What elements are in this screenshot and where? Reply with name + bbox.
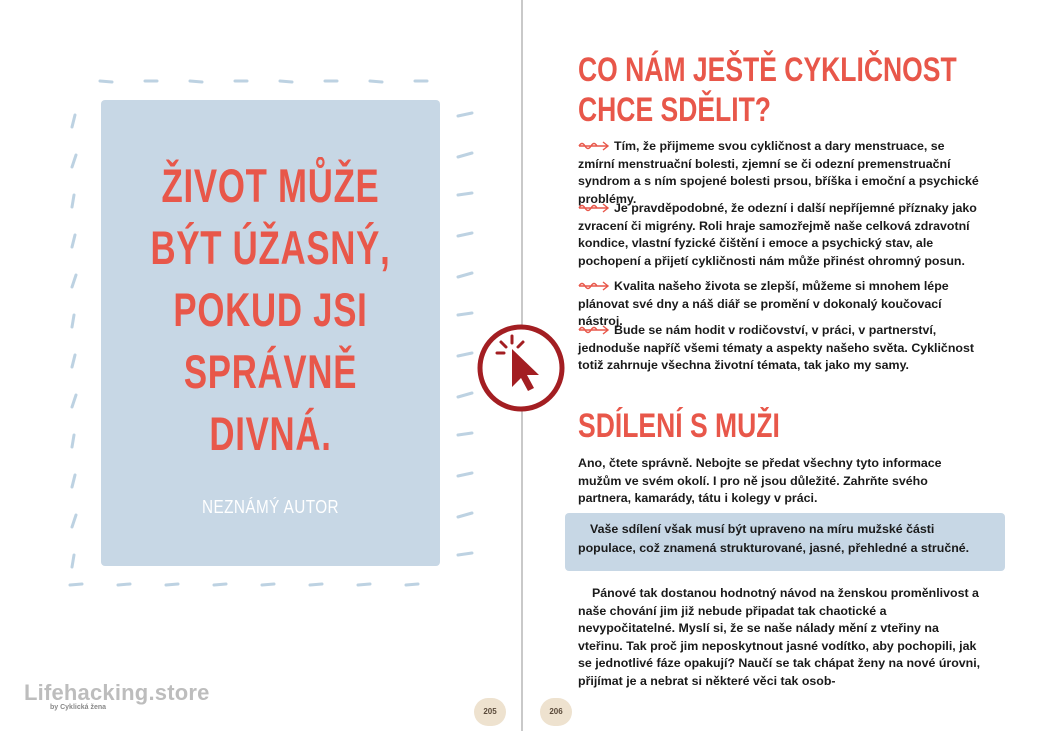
bullet-paragraph (578, 200, 982, 270)
frame-dash (72, 235, 75, 247)
swirl-arrow-icon (578, 203, 610, 213)
quote-author: NEZNÁMÝ AUTOR (201, 497, 340, 517)
closing-paragraph: Pánové tak dostanou hodnotný návod na ženskou proměnlivost a naše chování jim již nebude připadat tak chaotické a nevypočitatelné. Myslí si, že se naše nálady mění z vteřiny na vteřinu. Tak proč jim neposkytnout jasné vodítko, aby pochopili, jak se jednotlivé fáze opakují? Naučí se tak chápat ženy na nové úrovni, přijímat je a nebrat si některé věci tak osob- (578, 586, 981, 688)
bullet-paragraph (578, 322, 982, 375)
frame-dash (72, 315, 74, 327)
frame-dash (72, 555, 74, 567)
bullet-text: Bude se nám hodit v rodičovství, v práci, v partnerství, jednoduše napříč všemi tématy a aspekty našeho světa. Cykličnost totiž zahrnuje všechna životní témata, tak jako my samy. (578, 323, 974, 372)
frame-dash (458, 433, 472, 435)
frame-dash (406, 584, 418, 585)
bullet-text: Kvalita našeho života se zlepší, můžeme si mnohem lépe plánovat své dny a náš diář se promění v dokonalý koučovací nástroj. (578, 279, 949, 328)
frame-dash (458, 193, 472, 195)
left-page (0, 0, 522, 731)
bullet-paragraph (578, 138, 982, 208)
frame-dash (166, 584, 178, 585)
frame-dash (72, 395, 76, 407)
click-cursor-icon[interactable] (476, 323, 566, 413)
frame-dash (458, 113, 472, 116)
frame-dash (72, 195, 74, 207)
bullet-text: Je pravděpodobné, že odezní i další nepříjemné příznaky jako zvracení či migrény. Roli hraje samozřejmě naše celková zdravotní kondice, vlastní fyzické čištění i emoce a psychický stav, ale pochopení a přijetí cykličnosti nám může přinést ohromný posun. (578, 201, 977, 268)
quote-line: SPRÁVNĚ (183, 345, 358, 398)
frame-dash (72, 275, 76, 287)
frame-dash (72, 435, 74, 447)
swirl-arrow-icon (578, 141, 610, 151)
frame-dash (280, 81, 292, 82)
frame-dash (458, 353, 472, 356)
logo-sub-text: by Cyklická žena (50, 704, 107, 711)
frame-dash (72, 475, 75, 487)
bullet-text: Tím, že přijmeme svou cykličnost a dary menstruace, se zmírní menstruační bolesti, zjemní se či odezní premenstruační syndrom a s ním spojené bolesti prsou, bříška i emoční a psychické problémy. (578, 139, 979, 206)
swirl-arrow-icon (578, 281, 610, 291)
frame-dash (100, 81, 112, 82)
frame-dash (190, 81, 202, 82)
heading-line: CHCE SDĚLIT? (578, 91, 772, 129)
page-number-right: 206 (540, 698, 572, 726)
frame-dash (370, 81, 382, 82)
page-number-left: 205 (474, 698, 506, 726)
frame-dash (458, 473, 472, 476)
frame-dash (358, 584, 370, 585)
section-heading-2: SDÍLENÍ S MUŽI (578, 407, 780, 445)
swirl-arrow-icon (578, 325, 610, 335)
quote-line: ŽIVOT MŮŽE (161, 159, 380, 212)
frame-dash (214, 584, 226, 585)
frame-dash (458, 313, 472, 315)
intro-paragraph: Ano, čtete správně. Nebojte se předat všechny tyto informace mužům ve svém okolí. I pro ně jsou důležité. Zahrňte svého partnera, kamarády, tátu i kolegy v práci. (578, 456, 942, 505)
section-heading-1 (578, 50, 957, 130)
highlight-text: Vaše sdílení však musí být upraveno na míru mužské části populace, což znamená strukturované, jasné, přehledné a stručné. (578, 522, 970, 555)
heading-line: CO NÁM JEŠTĚ CYKLIČNOST (578, 51, 957, 89)
frame-dash (72, 155, 76, 167)
frame-dash (458, 513, 472, 517)
quote-line: DIVNÁ. (209, 407, 332, 460)
frame-dash (72, 355, 75, 367)
frame-dash (458, 553, 472, 555)
quote-line: BÝT ÚŽASNÝ, (150, 221, 391, 274)
frame-dash (72, 115, 75, 127)
frame-dash (262, 584, 274, 585)
publisher-logo (24, 680, 210, 711)
logo-main-text: Lifehacking.store (24, 680, 210, 705)
frame-dash (458, 233, 472, 236)
frame-dash (310, 584, 322, 585)
frame-dash (458, 393, 472, 397)
quote-text (145, 155, 396, 465)
frame-dash (70, 584, 82, 585)
quote-line: POKUD JSI (173, 283, 368, 336)
frame-dash (458, 153, 472, 157)
frame-dash (118, 584, 130, 585)
frame-dash (458, 273, 472, 277)
frame-dash (72, 515, 76, 527)
